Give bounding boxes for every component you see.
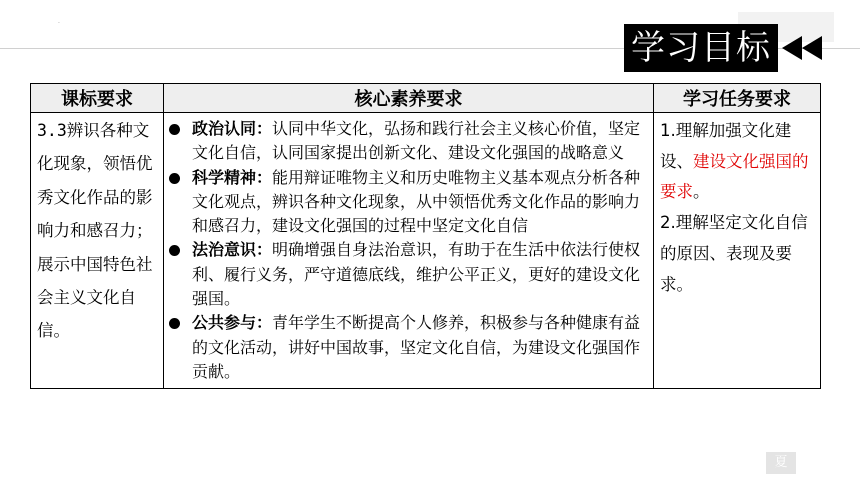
core-literacy-cell bbox=[164, 113, 654, 389]
literacy-name: 公共参与 bbox=[192, 313, 257, 333]
bullet-dot-icon bbox=[169, 318, 180, 329]
bullet-dot-icon bbox=[169, 124, 180, 135]
list-item bbox=[167, 311, 647, 384]
literacy-text: 认同中华文化，弘扬和践行社会主义核心价值，坚定文化自信，认同国家提出创新文化、建设文化强国的战略意义 bbox=[192, 119, 641, 163]
list-item bbox=[167, 117, 647, 166]
header-curriculum: 课标要求 bbox=[31, 84, 164, 113]
double-left-arrow-icon bbox=[782, 36, 826, 60]
bullet-dot-icon bbox=[169, 173, 180, 184]
task-item-1 bbox=[660, 116, 816, 208]
list-item bbox=[167, 166, 647, 239]
literacy-name: 法治意识 bbox=[192, 240, 257, 260]
literacy-separator: ： bbox=[256, 167, 273, 187]
task-1-highlight: 建设文化强国的要求 bbox=[660, 151, 809, 202]
literacy-separator: ： bbox=[256, 119, 273, 138]
literacy-text: 能用辩证唯物主义和历史唯物主义基本观点分析各种文化观点，辨识各种文化现象，从中领悟优秀文化作品的影响力和感召力，建设文化强国的过程中坚定文化自信 bbox=[192, 167, 641, 236]
literacy-text: 青年学生不断提高个人修养，积极参与各种健康有益的文化活动，讲好中国故事，坚定文化自信，为建设文化强国作贡献。 bbox=[192, 313, 641, 381]
header-core-literacy: 核心素养要求 bbox=[164, 84, 654, 113]
literacy-name: 科学精神 bbox=[192, 167, 257, 187]
literacy-separator: ： bbox=[256, 240, 273, 260]
page-label: 夏 bbox=[766, 452, 796, 474]
objectives-table bbox=[30, 83, 821, 389]
task-1-text: 1.理解加强文化建设、 bbox=[660, 121, 792, 171]
learning-tasks-cell bbox=[654, 113, 821, 389]
table-header-row bbox=[31, 84, 821, 113]
corner-mark: · bbox=[58, 20, 60, 27]
task-item-2: 2.理解坚定文化自信的原因、表现及要求。 bbox=[660, 213, 808, 294]
bullet-dot-icon bbox=[169, 245, 180, 256]
curriculum-text: 3.3辨识各种文化现象，领悟优秀文化作品的影响力和感召力；展示中国特色社会主义文化自信。 bbox=[37, 121, 153, 341]
list-item bbox=[167, 238, 647, 311]
literacy-text: 明确增强自身法治意识，有助于在生活中依法行使权利、履行义务，严守道德底线，维护公平正义，更好的建设文化强国。 bbox=[192, 240, 641, 309]
header-learning-tasks: 学习任务要求 bbox=[654, 84, 821, 113]
literacy-separator: ： bbox=[256, 313, 273, 333]
curriculum-cell bbox=[31, 113, 164, 389]
table-row bbox=[31, 113, 821, 389]
literacy-name: 政治认同 bbox=[192, 119, 257, 138]
slide-title: 学习目标 bbox=[624, 24, 778, 72]
task-1-end: 。 bbox=[693, 182, 710, 202]
